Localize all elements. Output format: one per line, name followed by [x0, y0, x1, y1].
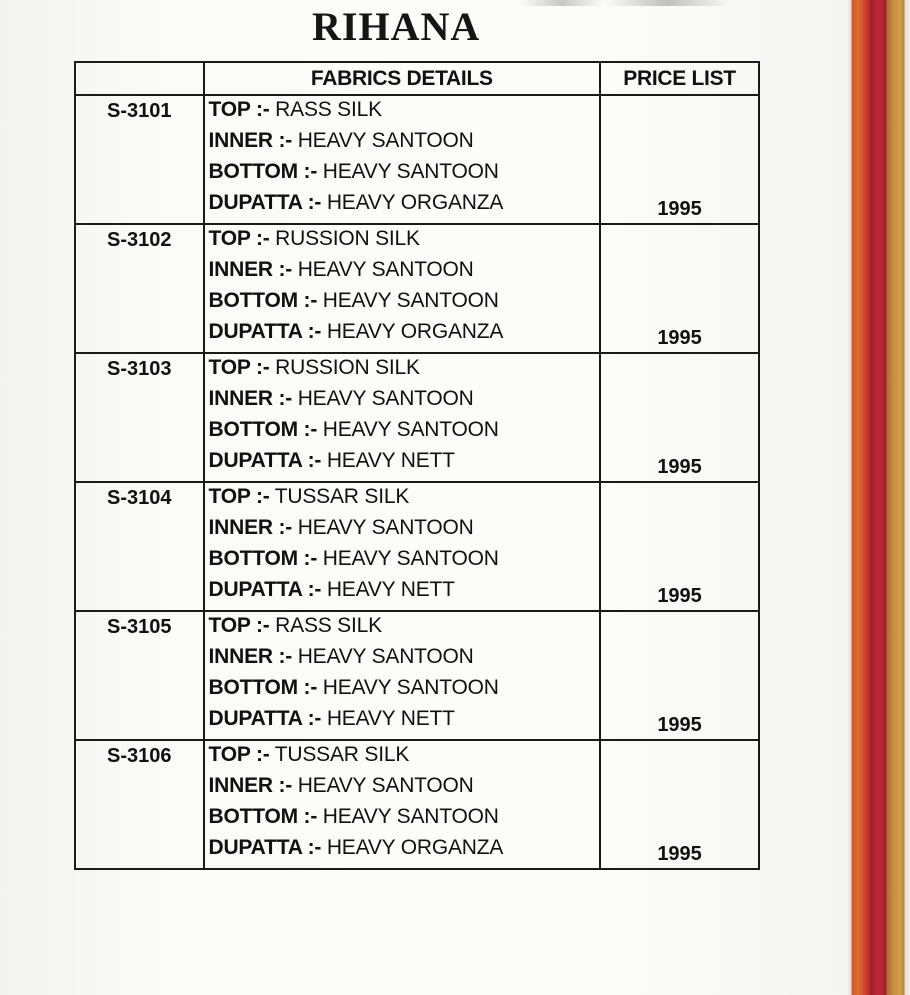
detail-value: HEAVY SANTOON: [292, 387, 474, 410]
detail-value: TUSSAR SILK: [269, 485, 410, 508]
detail-line-bottom: [209, 158, 600, 189]
detail-line-dupatta: [209, 834, 600, 865]
detail-line-dupatta: [209, 447, 600, 478]
detail-value: HEAVY SANTOON: [317, 805, 499, 828]
price-value: 1995: [600, 611, 759, 740]
table-row: [75, 353, 759, 482]
detail-line-top: [209, 354, 600, 385]
detail-line-dupatta: [209, 318, 600, 349]
detail-line-bottom: [209, 674, 600, 705]
detail-value: HEAVY ORGANZA: [321, 191, 504, 214]
fabric-details: [204, 740, 601, 869]
table-row: [75, 482, 759, 611]
detail-line-top: [209, 96, 600, 127]
detail-line-bottom: [209, 287, 600, 318]
header-fabrics-details: FABRICS DETAILS: [204, 62, 601, 95]
detail-line-bottom: [209, 545, 600, 576]
detail-line-inner: [209, 256, 600, 287]
detail-line-inner: [209, 514, 600, 545]
design-code: S-3104: [75, 482, 204, 611]
detail-line-top: [209, 225, 600, 256]
detail-key: INNER :-: [208, 516, 293, 539]
fabric-details: [204, 95, 601, 224]
header-code: [75, 62, 204, 95]
detail-key: BOTTOM :-: [208, 805, 318, 828]
detail-key: BOTTOM :-: [208, 160, 318, 183]
detail-key: TOP :-: [208, 227, 270, 250]
table-row: [75, 224, 759, 353]
table-row: [75, 740, 759, 869]
detail-key: DUPATTA :-: [208, 836, 322, 859]
detail-key: INNER :-: [208, 129, 293, 152]
design-code: S-3106: [75, 740, 204, 869]
fabric-details: [204, 353, 601, 482]
detail-key: BOTTOM :-: [208, 547, 318, 570]
detail-line-inner: [209, 772, 600, 803]
detail-value: HEAVY SANTOON: [317, 160, 499, 183]
price-value: 1995: [600, 740, 759, 869]
detail-line-dupatta: [209, 189, 600, 220]
detail-key: DUPATTA :-: [208, 449, 322, 472]
detail-key: INNER :-: [208, 645, 293, 668]
detail-value: HEAVY SANTOON: [317, 289, 499, 312]
table-header-row: [75, 62, 759, 95]
fabric-details: [204, 224, 601, 353]
detail-key: DUPATTA :-: [208, 578, 322, 601]
detail-key: TOP :-: [208, 743, 270, 766]
detail-line-inner: [209, 643, 600, 674]
detail-line-bottom: [209, 416, 600, 447]
detail-value: HEAVY SANTOON: [317, 676, 499, 699]
detail-value: RASS SILK: [269, 614, 382, 637]
detail-line-top: [209, 483, 600, 514]
detail-key: BOTTOM :-: [208, 289, 318, 312]
detail-value: HEAVY ORGANZA: [321, 836, 504, 859]
detail-line-top: [209, 612, 600, 643]
price-value: 1995: [600, 482, 759, 611]
detail-value: HEAVY SANTOON: [292, 645, 474, 668]
detail-line-dupatta: [209, 705, 600, 736]
fabric-price-table: [74, 61, 760, 870]
table-row: [75, 95, 759, 224]
detail-line-top: [209, 741, 600, 772]
detail-value: RUSSION SILK: [269, 227, 420, 250]
detail-key: INNER :-: [208, 258, 293, 281]
detail-value: HEAVY SANTOON: [317, 418, 499, 441]
detail-value: HEAVY NETT: [321, 707, 455, 730]
detail-key: TOP :-: [208, 485, 270, 508]
detail-line-inner: [209, 385, 600, 416]
header-price-list: PRICE LIST: [600, 62, 759, 95]
detail-value: HEAVY SANTOON: [292, 258, 474, 281]
detail-value: HEAVY SANTOON: [292, 129, 474, 152]
table-body: [75, 95, 759, 869]
detail-value: HEAVY SANTOON: [292, 516, 474, 539]
detail-key: DUPATTA :-: [208, 707, 322, 730]
design-code: S-3101: [75, 95, 204, 224]
detail-key: BOTTOM :-: [208, 676, 318, 699]
design-code: S-3103: [75, 353, 204, 482]
decorative-color-stripes: [848, 0, 910, 995]
detail-key: TOP :-: [208, 356, 270, 379]
table-row: [75, 611, 759, 740]
detail-key: TOP :-: [208, 614, 270, 637]
fabric-details: [204, 611, 601, 740]
design-code: S-3105: [75, 611, 204, 740]
price-value: 1995: [600, 353, 759, 482]
detail-value: HEAVY ORGANZA: [321, 320, 504, 343]
detail-line-inner: [209, 127, 600, 158]
price-value: 1995: [600, 224, 759, 353]
detail-value: RASS SILK: [269, 98, 382, 121]
page-title: RIHANA: [312, 4, 481, 49]
detail-value: HEAVY SANTOON: [292, 774, 474, 797]
detail-line-dupatta: [209, 576, 600, 607]
detail-value: HEAVY SANTOON: [317, 547, 499, 570]
detail-value: HEAVY NETT: [321, 578, 455, 601]
detail-key: TOP :-: [208, 98, 270, 121]
design-code: S-3102: [75, 224, 204, 353]
detail-line-bottom: [209, 803, 600, 834]
detail-key: INNER :-: [208, 774, 293, 797]
detail-key: DUPATTA :-: [208, 191, 322, 214]
fabric-details: [204, 482, 601, 611]
detail-value: RUSSION SILK: [269, 356, 420, 379]
detail-value: TUSSAR SILK: [269, 743, 410, 766]
detail-key: INNER :-: [208, 387, 293, 410]
detail-value: HEAVY NETT: [321, 449, 455, 472]
detail-key: DUPATTA :-: [208, 320, 322, 343]
price-value: 1995: [600, 95, 759, 224]
detail-key: BOTTOM :-: [208, 418, 318, 441]
top-edge-smudge: [520, 0, 730, 6]
